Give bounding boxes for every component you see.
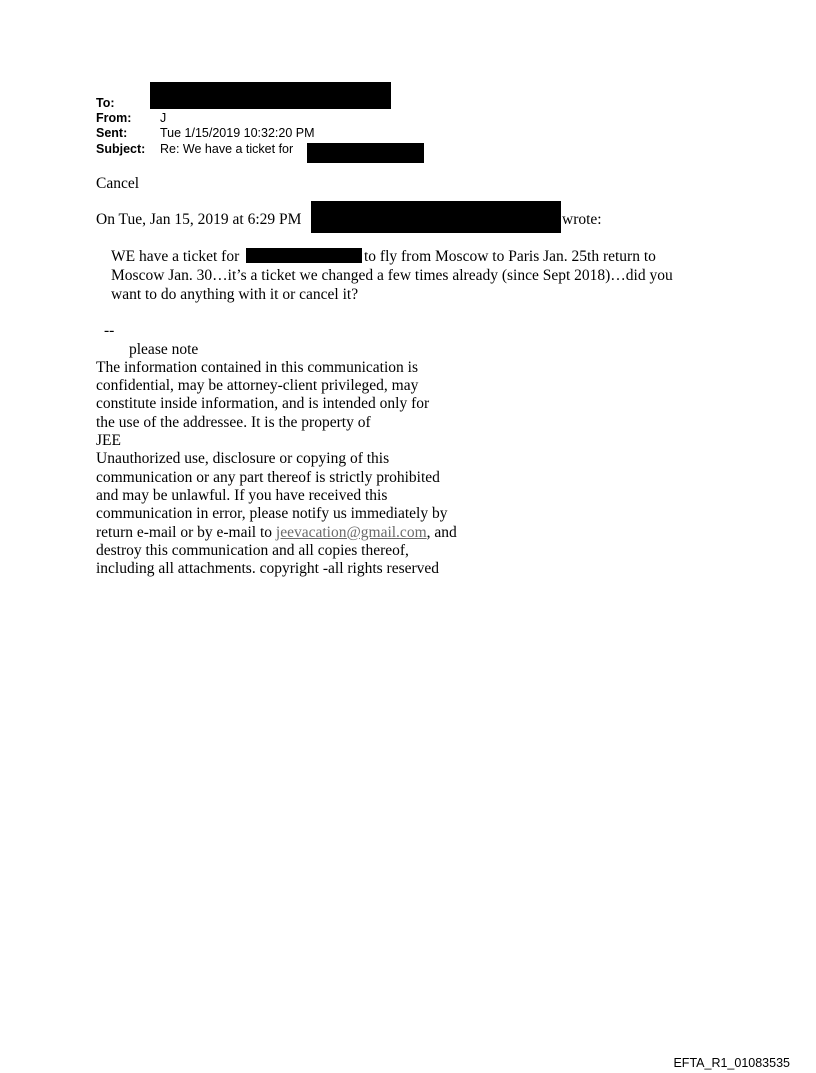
subject-label: Subject: bbox=[96, 142, 146, 156]
disclaimer-email-line bbox=[96, 524, 457, 542]
document-id: EFTA_R1_01083535 bbox=[673, 1056, 790, 1070]
sent-label: Sent: bbox=[96, 126, 128, 140]
disclaimer-line: communication or any part thereof is strictly prohibited bbox=[96, 469, 440, 486]
disclaimer-line: the use of the addressee. It is the property of bbox=[96, 414, 371, 431]
to-redaction bbox=[150, 82, 391, 109]
quoted-line-1-end: to fly from Moscow to Paris Jan. 25th return to bbox=[364, 248, 656, 265]
from-label: From: bbox=[96, 111, 132, 125]
quote-intro-after: wrote: bbox=[562, 211, 602, 228]
sent-value: Tue 1/15/2019 10:32:20 PM bbox=[160, 126, 315, 140]
quoted-line-2: Moscow Jan. 30…it’s a ticket we changed a few times already (since Sept 2018)…did you bbox=[111, 267, 673, 284]
signature-separator: -- bbox=[104, 322, 115, 339]
disclaimer-line: and may be unlawful. If you have received this bbox=[96, 487, 388, 504]
disclaimer-line: confidential, may be attorney-client privileged, may bbox=[96, 377, 419, 394]
subject-redaction bbox=[307, 143, 424, 163]
quoted-line-1-start: WE have a ticket for bbox=[111, 248, 240, 265]
please-note: please note bbox=[129, 341, 199, 358]
email-line-before: return e-mail or by e-mail to bbox=[96, 524, 276, 541]
name-redaction bbox=[246, 248, 362, 263]
email-line-after: , and bbox=[426, 524, 457, 541]
reply-text: Cancel bbox=[96, 175, 140, 192]
disclaimer-line: communication in error, please notify us immediately by bbox=[96, 505, 448, 522]
email-link[interactable]: jeevacation@gmail.com bbox=[275, 524, 427, 541]
disclaimer-line: JEE bbox=[96, 432, 121, 449]
to-label: To: bbox=[96, 96, 115, 110]
quoted-line-3: want to do anything with it or cancel it? bbox=[111, 286, 359, 303]
disclaimer-line: including all attachments. copyright -all rights reserved bbox=[96, 560, 440, 577]
quote-intro-before: On Tue, Jan 15, 2019 at 6:29 PM bbox=[96, 211, 302, 228]
subject-value: Re: We have a ticket for bbox=[160, 142, 294, 156]
disclaimer-line: The information contained in this communication is bbox=[96, 359, 418, 376]
disclaimer-line: constitute inside information, and is intended only for bbox=[96, 395, 430, 412]
sender-redaction bbox=[311, 201, 561, 233]
from-value: J bbox=[160, 111, 167, 125]
disclaimer-line: Unauthorized use, disclosure or copying of this bbox=[96, 450, 390, 467]
disclaimer-line: destroy this communication and all copies thereof, bbox=[96, 542, 409, 559]
